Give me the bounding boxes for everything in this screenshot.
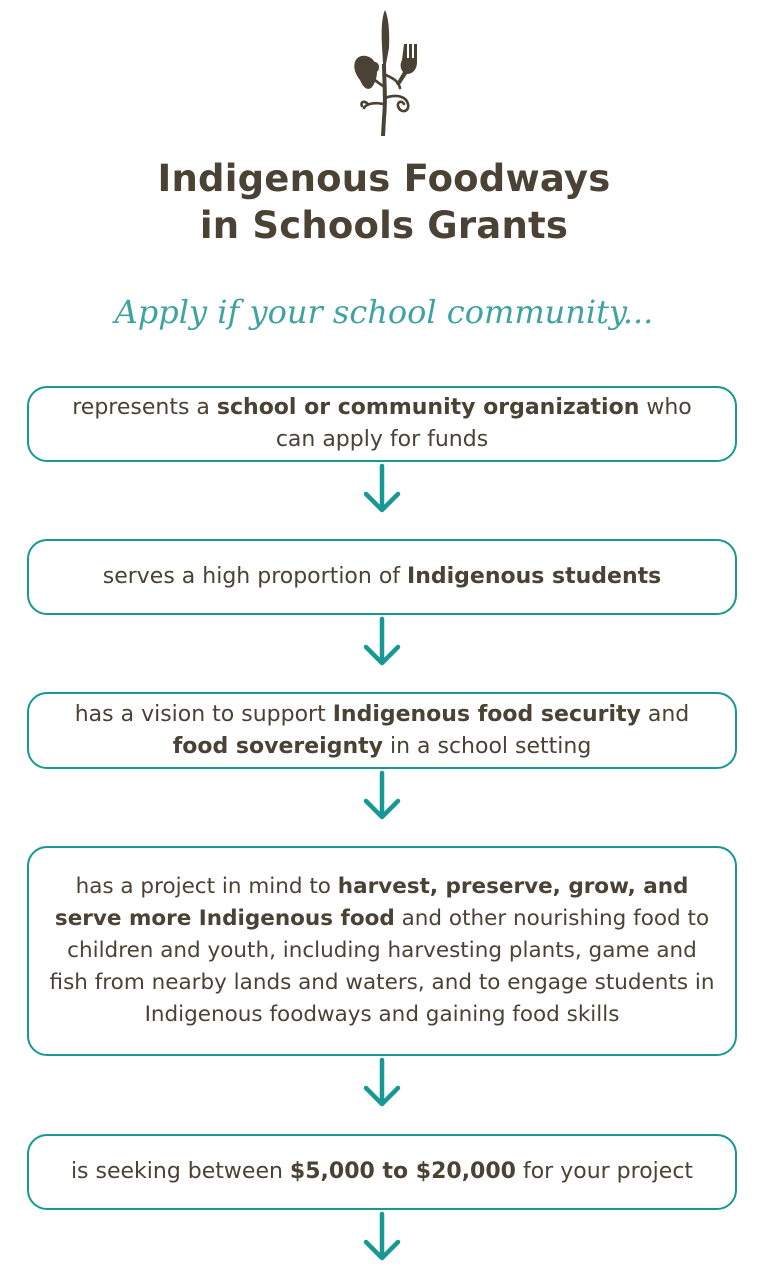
arrow-down-icon xyxy=(362,1210,402,1266)
step-2-part-1: serves a high proportion of xyxy=(102,564,408,589)
step-5-part-1: is seeking between xyxy=(70,1159,290,1184)
step-1-part-2: school or community organization xyxy=(216,395,640,420)
arrow-down-icon xyxy=(362,769,402,825)
step-text-3 xyxy=(29,699,735,763)
step-4-part-1: has a project in mind to xyxy=(75,874,338,899)
step-box-4 xyxy=(27,846,737,1056)
step-text-4 xyxy=(29,871,735,1031)
step-3-part-5: in a school setting xyxy=(382,733,592,759)
step-3-part-2: Indigenous food security xyxy=(332,701,641,727)
step-1-part-3: who can apply for funds xyxy=(275,395,692,452)
page-title-line-1: Indigenous Foodways xyxy=(157,157,611,200)
step-4-part-2: harvest, preserve, grow, and serve more Indigenous food xyxy=(54,874,689,931)
step-box-5 xyxy=(27,1134,737,1210)
arrow-down-icon xyxy=(362,462,402,518)
step-box-3 xyxy=(27,692,737,769)
step-1-part-1: represents a xyxy=(72,395,217,420)
spoon-fork-plant-icon xyxy=(344,8,426,136)
step-text-2 xyxy=(81,561,684,593)
step-4-part-3: and other nourishing food to children and youth, including harvesting plants, game and fish from nearby lands and waters, and to engage students in Indigenous foodways and gaining food skills xyxy=(49,906,715,1027)
step-box-2 xyxy=(27,539,737,615)
step-5-part-2: $5,000 to $20,000 xyxy=(289,1159,516,1184)
step-3-part-4: food sovereignty xyxy=(172,733,383,759)
step-3-part-3: and xyxy=(640,701,690,727)
page-title-line-2: in Schools Grants xyxy=(199,204,569,247)
step-box-1 xyxy=(27,386,737,462)
step-text-1 xyxy=(29,392,735,456)
step-2-part-2: Indigenous students xyxy=(407,564,662,589)
arrow-down-icon xyxy=(362,1056,402,1112)
arrow-down-icon xyxy=(362,615,402,671)
step-text-5 xyxy=(49,1156,715,1188)
step-3-part-1: has a vision to support xyxy=(74,701,333,727)
subtitle: Apply if your school community... xyxy=(114,293,654,331)
step-5-part-3: for your project xyxy=(515,1159,694,1184)
